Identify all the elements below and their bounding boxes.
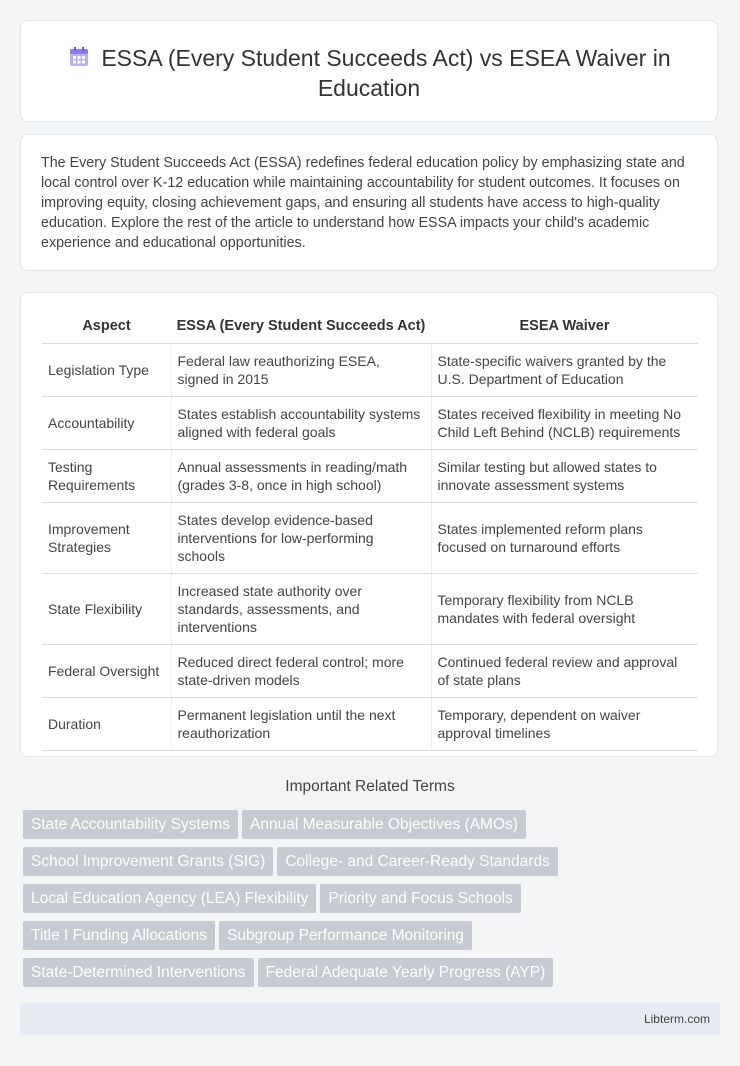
cell-essa: Reduced direct federal control; more state-driven models xyxy=(171,645,431,698)
intro-paragraph: The Every Student Succeeds Act (ESSA) redefines federal education policy by emphasizing state and local control over K-12 education while maintaining accountability for student outcomes. It focuses on improving equity, closing achievement gaps, and ensuring all students have access to high-quality education. Explore the rest of the article to understand how ESSA impacts your child's academic experience and educational opportunities. xyxy=(41,155,685,251)
related-term-tag[interactable]: State Accountability Systems xyxy=(23,810,238,839)
cell-esea-waiver: Temporary flexibility from NCLB mandates with federal oversight xyxy=(431,574,698,645)
related-term-tag[interactable]: College- and Career-Ready Standards xyxy=(277,847,558,876)
related-term-tag[interactable]: Annual Measurable Objectives (AMOs) xyxy=(242,810,526,839)
cell-esea-waiver: State-specific waivers granted by the U.S. Department of Education xyxy=(431,344,698,397)
table-row xyxy=(42,645,698,698)
calendar-icon xyxy=(67,45,91,69)
cell-aspect: State Flexibility xyxy=(42,574,171,645)
comparison-table xyxy=(42,309,698,751)
cell-aspect: Legislation Type xyxy=(42,344,171,397)
table-row xyxy=(42,574,698,645)
cell-aspect: Improvement Strategies xyxy=(42,503,171,574)
related-terms-list xyxy=(23,810,583,995)
header-esea-waiver: ESEA Waiver xyxy=(431,309,698,344)
cell-aspect: Federal Oversight xyxy=(42,645,171,698)
cell-esea-waiver: Temporary, dependent on waiver approval timelines xyxy=(431,698,698,751)
cell-esea-waiver: States received flexibility in meeting No Child Left Behind (NCLB) requirements xyxy=(431,397,698,450)
related-term-tag[interactable]: Local Education Agency (LEA) Flexibility xyxy=(23,884,316,913)
cell-essa: States develop evidence-based interventions for low-performing schools xyxy=(171,503,431,574)
title-text: ESSA (Every Student Succeeds Act) vs ESEA Waiver in Education xyxy=(101,45,671,101)
related-term-tag[interactable]: Subgroup Performance Monitoring xyxy=(219,921,472,950)
cell-esea-waiver: States implemented reform plans focused on turnaround efforts xyxy=(431,503,698,574)
cell-essa: Increased state authority over standards, assessments, and interventions xyxy=(171,574,431,645)
related-term-tag[interactable]: School Improvement Grants (SIG) xyxy=(23,847,273,876)
comparison-card xyxy=(20,292,718,757)
header-aspect: Aspect xyxy=(42,309,171,344)
intro-card xyxy=(20,134,718,271)
related-term-tag[interactable]: State-Determined Interventions xyxy=(23,958,254,987)
table-row xyxy=(42,450,698,503)
cell-aspect: Accountability xyxy=(42,397,171,450)
cell-aspect: Duration xyxy=(42,698,171,751)
table-row xyxy=(42,344,698,397)
related-term-tag[interactable]: Federal Adequate Yearly Progress (AYP) xyxy=(258,958,554,987)
footer xyxy=(20,1003,720,1035)
table-row xyxy=(42,503,698,574)
related-term-tag[interactable]: Title I Funding Allocations xyxy=(23,921,215,950)
header-essa: ESSA (Every Student Succeeds Act) xyxy=(171,309,431,344)
cell-essa: States establish accountability systems aligned with federal goals xyxy=(171,397,431,450)
footer-site-link[interactable]: Libterm.com xyxy=(643,1012,710,1026)
table-row xyxy=(42,698,698,751)
title-card xyxy=(20,20,718,122)
cell-essa: Annual assessments in reading/math (grades 3-8, once in high school) xyxy=(171,450,431,503)
table-row xyxy=(42,397,698,450)
page-title xyxy=(21,43,717,103)
cell-aspect: Testing Requirements xyxy=(42,450,171,503)
cell-esea-waiver: Continued federal review and approval of state plans xyxy=(431,645,698,698)
cell-essa: Federal law reauthorizing ESEA, signed in 2015 xyxy=(171,344,431,397)
table-header-row xyxy=(42,309,698,344)
related-term-tag[interactable]: Priority and Focus Schools xyxy=(320,884,520,913)
related-terms-title: Important Related Terms xyxy=(285,778,455,795)
cell-esea-waiver: Similar testing but allowed states to innovate assessment systems xyxy=(431,450,698,503)
cell-essa: Permanent legislation until the next reauthorization xyxy=(171,698,431,751)
